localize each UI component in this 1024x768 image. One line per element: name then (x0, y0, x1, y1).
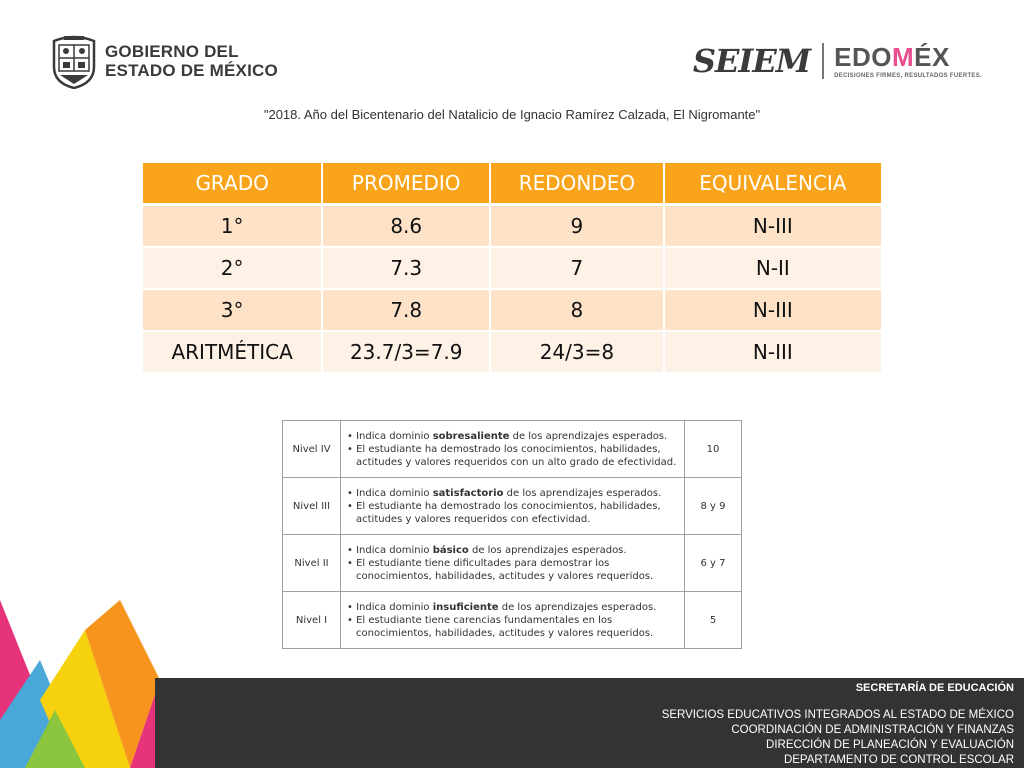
header-promedio: PROMEDIO (322, 163, 490, 205)
bullet-bold: sobresaliente (432, 430, 510, 442)
level-bullet-1 (347, 430, 680, 443)
bullet-text: de los aprendizajes esperados. (498, 601, 657, 613)
level-bullet-2: • El estudiante ha demostrado los conocimientos, habilidades, actitudes y valores requeridos con efectividad. (347, 500, 661, 525)
level-score: 10 (685, 421, 742, 478)
seiem-logo: SEIEM (692, 42, 811, 80)
cell-redondeo: 7 (490, 247, 664, 289)
bullet-text: • Indica dominio (347, 487, 433, 499)
edomex-logo-m: M (891, 41, 915, 72)
footer-title: SECRETARÍA DE EDUCACIÓN (855, 682, 1014, 694)
level-score: 6 y 7 (685, 535, 742, 592)
levels-table (282, 420, 742, 649)
cell-grado: ARITMÉTICA (143, 331, 322, 373)
level-description (341, 535, 685, 592)
grades-table (143, 163, 881, 374)
cell-equivalencia: N-III (664, 289, 881, 331)
institution-logos (693, 42, 982, 80)
level-bullet-2: • El estudiante tiene carencias fundamentales en los conocimientos, habilidades, actitudes y valores requeridos. (347, 614, 654, 639)
edomex-logo-prefix: EDO (834, 41, 892, 72)
year-motto: "2018. Año del Bicentenario del Natalicio de Ignacio Ramírez Calzada, El Nigromante" (263, 107, 761, 122)
edomex-logo-suffix: ÉX (914, 41, 950, 72)
level-bullet-2: • El estudiante tiene dificultades para demostrar los conocimientos, habilidades, actitudes y valores requeridos. (347, 557, 654, 582)
level-name: Nivel I (283, 592, 341, 649)
footer-line: COORDINACIÓN DE ADMINISTRACIÓN Y FINANZAS (731, 724, 1014, 736)
footer-bar (155, 678, 1024, 768)
bullet-bold: básico (432, 544, 469, 556)
government-title-line1: GOBIERNO DEL (105, 42, 239, 61)
table-row (283, 421, 742, 478)
level-name: Nivel III (283, 478, 341, 535)
logo-divider (822, 43, 824, 79)
header-grado: GRADO (143, 163, 322, 205)
edomex-tagline: DECISIONES FIRMES, RESULTADOS FUERTES. (834, 72, 982, 79)
footer-line: SERVICIOS EDUCATIVOS INTEGRADOS AL ESTADO DE MÉXICO (661, 709, 1014, 721)
table-row (143, 205, 881, 248)
bullet-text: de los aprendizajes esperados. (503, 487, 662, 499)
table-row (143, 289, 881, 331)
cell-equivalencia: N-II (664, 247, 881, 289)
table-row (283, 592, 742, 649)
grades-header-row (143, 163, 881, 205)
level-description (341, 478, 685, 535)
government-title-line2: ESTADO DE MÉXICO (105, 61, 278, 80)
edomex-logo (834, 41, 982, 79)
bullet-text: • Indica dominio (347, 430, 433, 442)
level-description (341, 592, 685, 649)
cell-promedio: 8.6 (322, 205, 490, 248)
cell-equivalencia: N-III (664, 331, 881, 373)
table-row (143, 247, 881, 289)
bullet-bold: satisfactorio (432, 487, 504, 499)
cell-equivalencia: N-III (664, 205, 881, 248)
cell-grado: 3° (143, 289, 322, 331)
level-bullet-2: • El estudiante ha demostrado los conocimientos, habilidades, actitudes y valores requeridos con un alto grado de efectividad. (347, 443, 677, 468)
level-name: Nivel IV (283, 421, 341, 478)
header-equivalencia: EQUIVALENCIA (664, 163, 881, 205)
cell-redondeo: 9 (490, 205, 664, 248)
cell-promedio: 23.7/3=7.9 (322, 331, 490, 373)
cell-promedio: 7.3 (322, 247, 490, 289)
footer-departments (662, 708, 1014, 768)
level-bullet-1 (347, 544, 680, 557)
footer-line: DIRECCIÓN DE PLANEACIÓN Y EVALUACIÓN (766, 739, 1014, 751)
cell-promedio: 7.8 (322, 289, 490, 331)
gobierno-logo (50, 33, 278, 89)
level-description (341, 421, 685, 478)
level-score: 5 (685, 592, 742, 649)
table-row (283, 535, 742, 592)
level-name: Nivel II (283, 535, 341, 592)
table-row (143, 331, 881, 373)
header-redondeo: REDONDEO (490, 163, 664, 205)
cell-grado: 2° (143, 247, 322, 289)
level-bullet-1 (347, 487, 680, 500)
state-seal-icon (50, 33, 98, 89)
cell-grado: 1° (143, 205, 322, 248)
bullet-text: de los aprendizajes esperados. (468, 544, 627, 556)
bullet-text: • Indica dominio (347, 601, 433, 613)
bullet-text: de los aprendizajes esperados. (509, 430, 668, 442)
level-score: 8 y 9 (685, 478, 742, 535)
level-bullet-1 (347, 601, 680, 614)
bullet-bold: insuficiente (432, 601, 499, 613)
bullet-text: • Indica dominio (347, 544, 433, 556)
cell-redondeo: 8 (490, 289, 664, 331)
cell-redondeo: 24/3=8 (490, 331, 664, 373)
table-row (283, 478, 742, 535)
footer-line: DEPARTAMENTO DE CONTROL ESCOLAR (783, 754, 1014, 766)
